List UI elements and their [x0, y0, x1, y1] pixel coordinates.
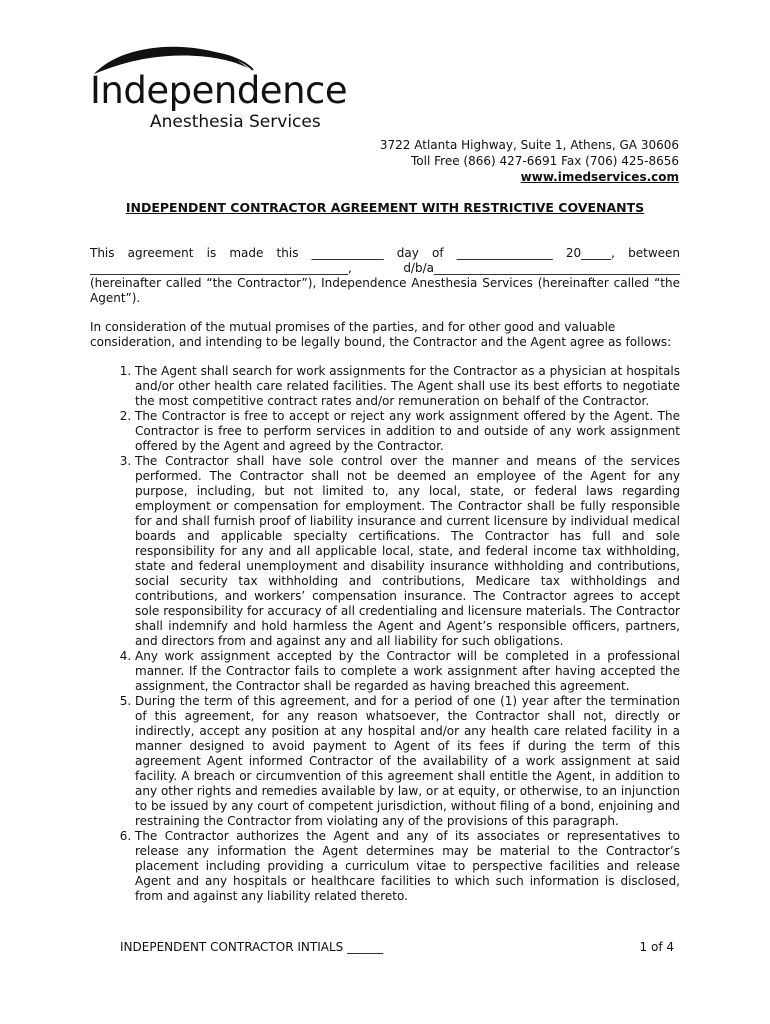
clause-item: 5. During the term of this agreement, and for a period of one (1) year after the termination of this agreement, for any reason whatsoever, the Contractor shall not, directly or indirectly, accept any position at any hospital and/or any health care related facility in a manner designed to avoid payment to Agent of its fees if during the term of this agreement Agent informed Contractor of the availability of a work assignment at said facility. A breach or circumvention of this agreement shall entitle the Agent, in addition to any other rights and remedies available by law, or at equity, or otherwise, to an injunction to be issued by any court of competent jurisdiction, without filing of a bond, enjoining and restraining the Contractor from violating any of the provisions of this paragraph. — [135, 694, 680, 829]
logo-name: Independence — [90, 69, 348, 112]
initials-line: INDEPENDENT CONTRACTOR INTIALS ______ — [120, 940, 384, 954]
website-link[interactable]: www.imedservices.com — [520, 170, 679, 184]
clause-item: 2. The Contractor is free to accept or reject any work assignment offered by the Agent. The Contractor is free to perform services in addition to and outside of any work assignment offered by the Agent and agreed by the Contractor. — [135, 409, 680, 454]
document-title: INDEPENDENT CONTRACTOR AGREEMENT WITH RESTRICTIVE COVENANTS — [125, 200, 645, 215]
clause-item: 3. The Contractor shall have sole control over the manner and means of the services performed. The Contractor shall not be deemed an employee of the Agent for any purpose, including, but not limited to, any local, state, or federal laws regarding employment or compensation for employment. The Contractor shall be fully responsible for and shall furnish proof of liability insurance and current licensure by individual medical boards and applicable specialty certifications. The Contractor has full and sole responsibility for any and all applicable local, state, and federal income tax withholding, state and federal unemployment and disability insurance withholding and contributions, social security tax withholding and contributions, Medicare tax withholdings and contributions, and workers’ compensation insurance. The Contractor agrees to accept sole responsibility for accuracy of all credentialing and licensure materials. The Contractor shall indemnify and hold harmless the Agent and Agent’s responsible officers, partners, and directors from and against any and all liability for such obligations. — [135, 454, 680, 649]
company-address — [380, 137, 679, 185]
address-line: 3722 Atlanta Highway, Suite 1, Athens, GA 30606 — [379, 138, 679, 152]
phone-fax-line: Toll Free (866) 427-6691 Fax (706) 425-8656 — [411, 154, 679, 168]
clause-item: 1. The Agent shall search for work assignments for the Contractor as a physician at hospitals and/or other health care related facilities. The Agent shall use its best efforts to negotiate the most competitive contract rates and/or remuneration on behalf of the Contractor. — [135, 364, 680, 409]
consideration-paragraph: In consideration of the mutual promises of the parties, and for other good and valuable consideration, and intending to be legally bound, the Contractor and the Agent agree as follows: — [90, 320, 672, 349]
clause-item: 6. The Contractor authorizes the Agent and any of its associates or representatives to release any information the Agent determines may be material to the Contractor’s placement including providing a curriculum vitae to perspective facilities and release Agent and any hospitals or healthcare facilities to which such information is disclosed, from and against any liability related thereto. — [135, 829, 680, 904]
page-number: 1 of 4 — [639, 940, 674, 954]
company-logo — [88, 40, 348, 135]
clause-item: 4. Any work assignment accepted by the Contractor will be completed in a professional manner. If the Contractor fails to complete a work assignment after having accepted the assignment, the Contractor shall be regarded as having breached this agreement. — [135, 649, 680, 694]
document-body — [90, 246, 680, 904]
logo-subtitle: Anesthesia Services — [150, 112, 321, 132]
agreement-intro: This agreement is made this ____________ day of ________________ 20_____, between ___________________________________________, d/b/a_________________________________________ (hereinafter called “the Contractor”), Independence Anesthesia Services (hereinafter called “the Agent”). — [90, 246, 680, 305]
clause-list — [90, 364, 680, 904]
